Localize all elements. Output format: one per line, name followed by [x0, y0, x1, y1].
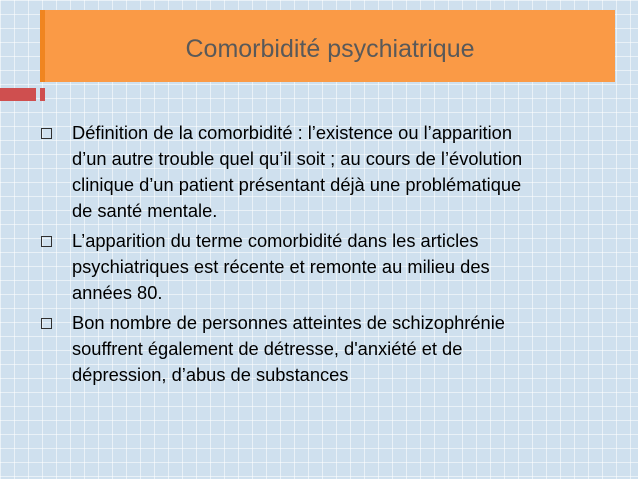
accent-bar — [0, 88, 36, 101]
bullet-line: Bon nombre de personnes atteintes de schizophrénie — [72, 312, 505, 333]
bullet-line: de santé mentale. — [72, 200, 218, 221]
bullet-line: d’un autre trouble quel qu’il soit ; au cours de l’évolution — [72, 148, 523, 169]
bullet-line: L’apparition du terme comorbidité dans les articles — [72, 230, 479, 251]
bullet-item — [38, 120, 608, 224]
bullet-line: souffrent également de détresse, d'anxiété et de — [72, 338, 463, 359]
bullet-line: Définition de la comorbidité : l’existence ou l’apparition — [72, 122, 513, 143]
title-bar — [40, 10, 615, 82]
bullet-line: dépression, d’abus de substances — [72, 364, 349, 385]
square-bullet-icon — [41, 318, 52, 329]
square-bullet-icon — [41, 128, 52, 139]
bullet-list — [38, 120, 608, 392]
bullet-item — [38, 228, 608, 306]
bullet-line: psychiatriques est récente et remonte au milieu des — [72, 256, 490, 277]
bullet-item — [38, 310, 608, 388]
accent-bar-stub — [40, 88, 45, 101]
bullet-line: années 80. — [72, 282, 163, 303]
square-bullet-icon — [41, 236, 52, 247]
slide-title: Comorbidité psychiatrique — [185, 35, 475, 63]
bullet-line: clinique d’un patient présentant déjà une problématique — [72, 174, 522, 195]
